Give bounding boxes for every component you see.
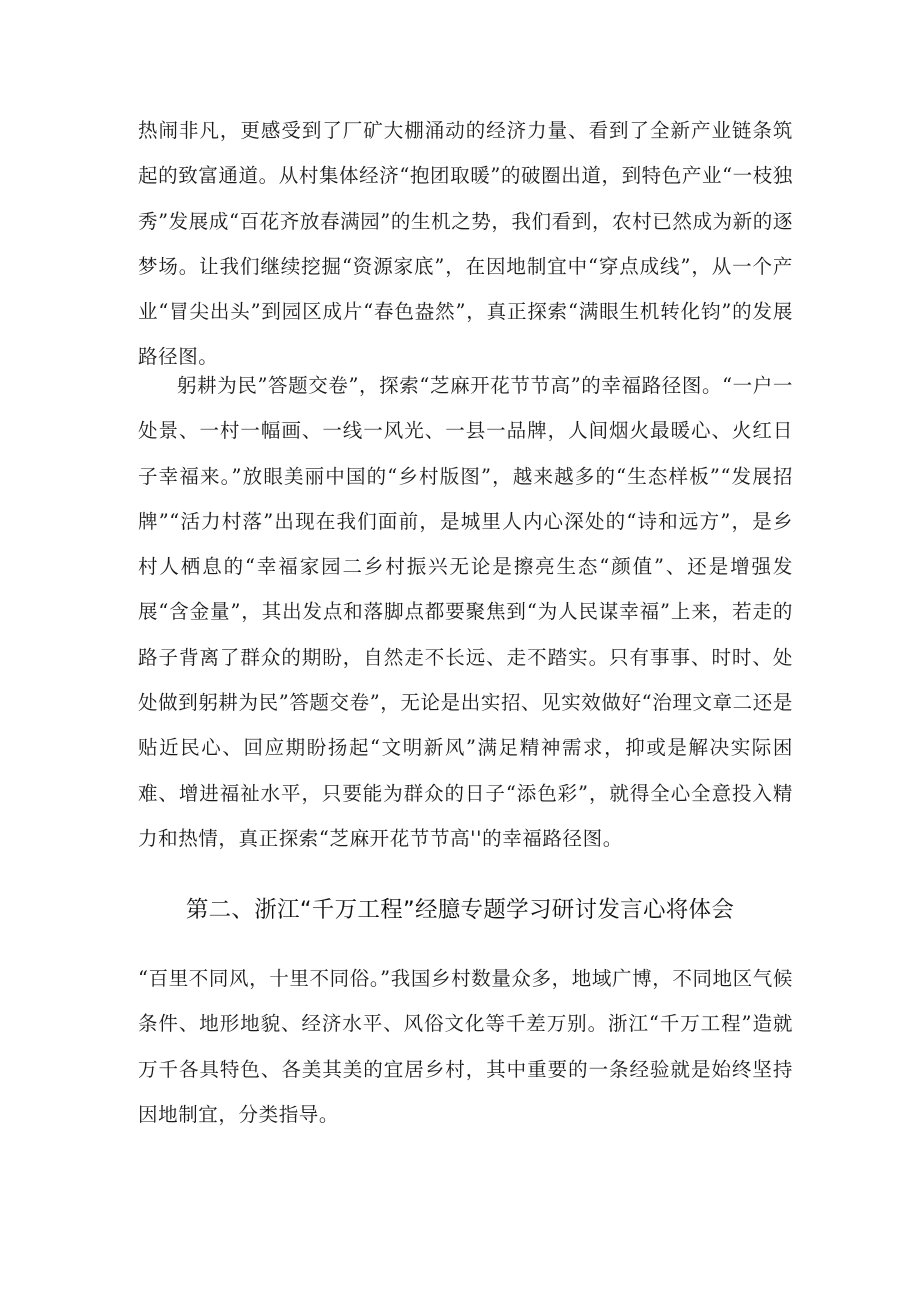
section-heading: 第二、浙江“千万工程”经臆专题学习研讨发言心将体会 [185, 897, 735, 923]
body-paragraph-1: 热闹非凡，更感受到了厂矿大棚涌动的经济力量、看到了全新产业链条筑起的致富通道。从村集体经济“抱团取暖”的破圈出道，到特色产业“一枝独秀”发展成“百花齐放春满园”的生机之势，我们看到，农村已然成为新的逐梦场。让我们继续挖掘“资源家底”，在因地制宜中“穿点成线”，从一个产业“冒尖出头”到园区成片“春色盎然”，真正探索“满眼生机转化钧”的发展路径图。 [138, 119, 793, 369]
body-paragraph-3: “百里不同风，十里不同俗。”我国乡村数量众多，地域广博，不同地区气候条件、地形地貌、经济水平、风俗文化等千差万别。浙江“千万工程”造就万千各具特色、各美其美的宜居乡村，其中重要的一条经验就是始终坚持因地制宜，分类指导。 [138, 967, 793, 1126]
body-paragraph-2: 躬耕为民”答题交卷”，探索“芝麻开花节节高”的幸福路径图。“一户一处景、一村一幅画、一线一风光、一县一品牌，人间烟火最暖心、火红日子幸福来。”放眼美丽中国的“乡村版图”，越来越多的“生态样板”“发展招牌”“活力村落”出现在我们面前，是城里人内心深处的“诗和远方”，是乡村人栖息的“幸福家园二乡村振兴无论是擦亮生态“颜值”、还是增强发展“含金量”，其出发点和落脚点都要聚焦到“为人民谋幸福”上来，若走的路子背离了群众的期盼，自然走不长远、走不踏实。只有事事、时时、处处做到躬耕为民”答题交卷”，无论是出实招、见实效做好“治理文章二还是贴近民心、回应期盼扬起“文明新风”满足精神需求，抑或是解决实际困难、增进福祉水平，只要能为群众的日子“添色彩”，就得全心全意投入精力和热情，真正探索“芝麻开花节节高''的幸福路径图。 [138, 374, 793, 850]
